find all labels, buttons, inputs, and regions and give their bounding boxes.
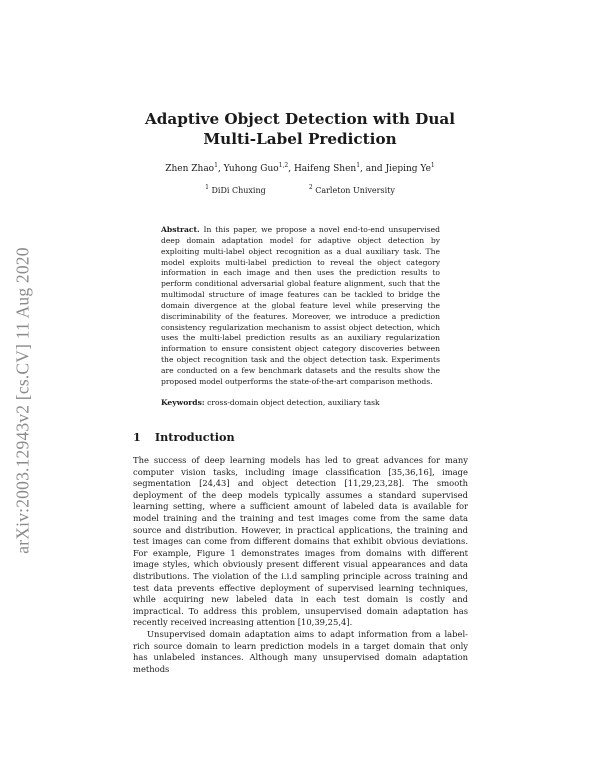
- affiliations: [0, 185, 600, 197]
- title-line-2: Multi-Label Prediction: [203, 130, 397, 148]
- abstract-label: Abstract.: [161, 225, 200, 234]
- paragraph: Unsupervised domain adaptation aims to adapt information from a label-rich source domain to learn prediction models in a target domain that only has unlabeled instances. Although many unsupervised domain adaptation methods: [133, 628, 468, 674]
- author-affiliation-mark: 1,2: [278, 162, 289, 169]
- author-name: Zhen Zhao: [165, 164, 215, 174]
- author-affiliation-mark: 1: [430, 162, 435, 169]
- section-heading: [133, 430, 468, 444]
- author-list: Zhen Zhao$^1$, Yuhong Guo$^{1,2}$, Haifeng Shen$^1$, and Jieping Ye$^1$: [165, 162, 435, 174]
- paragraph: The success of deep learning models has led to great advances for many computer vision tasks, including image classification [35,36,16], image segmentation [24,43] and object detection [11,29,23,28]. The smooth deployment of the deep models typically assumes a standard supervised learning setting, where a sufficient amount of labeled data is available for model training and the training and test images come from the same data source and distribution. However, in practical applications, the training and test images can come from different domains that exhibit obvious deviations. For example, Figure 1 demonstrates images from domains with different image styles, which obviously present different visual appearances and data distributions. The violation of the i.i.d sampling principle across training and test data prevents effective deployment of supervised learning techniques, while acquiring new labeled data in each test domain is costly and impractical. To address this problem, unsupervised domain adaptation has recently received increasing attention [10,39,25,4].: [133, 455, 468, 628]
- paper-title: [0, 109, 600, 149]
- abstract-text: In this paper, we propose a novel end-to-end unsupervised deep domain adaptation model for adaptive object detection by exploiting multi-label object recognition as a dual auxiliary task. The model exploits multi-label prediction to reveal the object category information in each image and then uses the prediction results to perform conditional adversarial global feature alignment, such that the multimodal structure of image features can be tackled to bridge the domain divergence at the global feature level while preserving the discriminability of the features. Moreover, we introduce a prediction consistency regularization mechanism to assist object detection, which uses the multi-label prediction results as an auxiliary regularization information to ensure consistent object category discoveries between the object recognition task and the object detection task. Experiments are conducted on a few benchmark datasets and the results show the proposed model outperforms the state-of-the-art comparison methods.: [161, 225, 440, 386]
- keywords: [161, 398, 440, 409]
- affiliation-name: DiDi Chuxing: [211, 186, 266, 195]
- keywords-label: Keywords:: [161, 398, 205, 407]
- body-text: [133, 455, 468, 675]
- author-name: Yuhong Guo: [223, 164, 279, 174]
- author-name: Haifeng Shen: [293, 164, 357, 174]
- affiliation-mark: 1: [205, 184, 209, 191]
- affiliation-mark: 2: [308, 184, 313, 191]
- section-title: Introduction: [154, 430, 235, 444]
- author-affiliation-mark: 1: [214, 162, 218, 169]
- section-number: 1: [133, 430, 141, 444]
- title-line-1: Adaptive Object Detection with Dual: [145, 110, 455, 128]
- author-affiliation-mark: 1: [356, 162, 361, 169]
- keywords-text: cross-domain object detection, auxiliary task: [207, 398, 380, 407]
- arxiv-sidebar: [8, 200, 38, 600]
- affiliation-name: Carleton University: [315, 186, 395, 195]
- author-name: Jieping Ye: [385, 164, 431, 174]
- arxiv-identifier: arXiv:2003.12943v2 [cs.CV] 11 Aug 2020: [12, 246, 33, 554]
- abstract: [161, 225, 440, 388]
